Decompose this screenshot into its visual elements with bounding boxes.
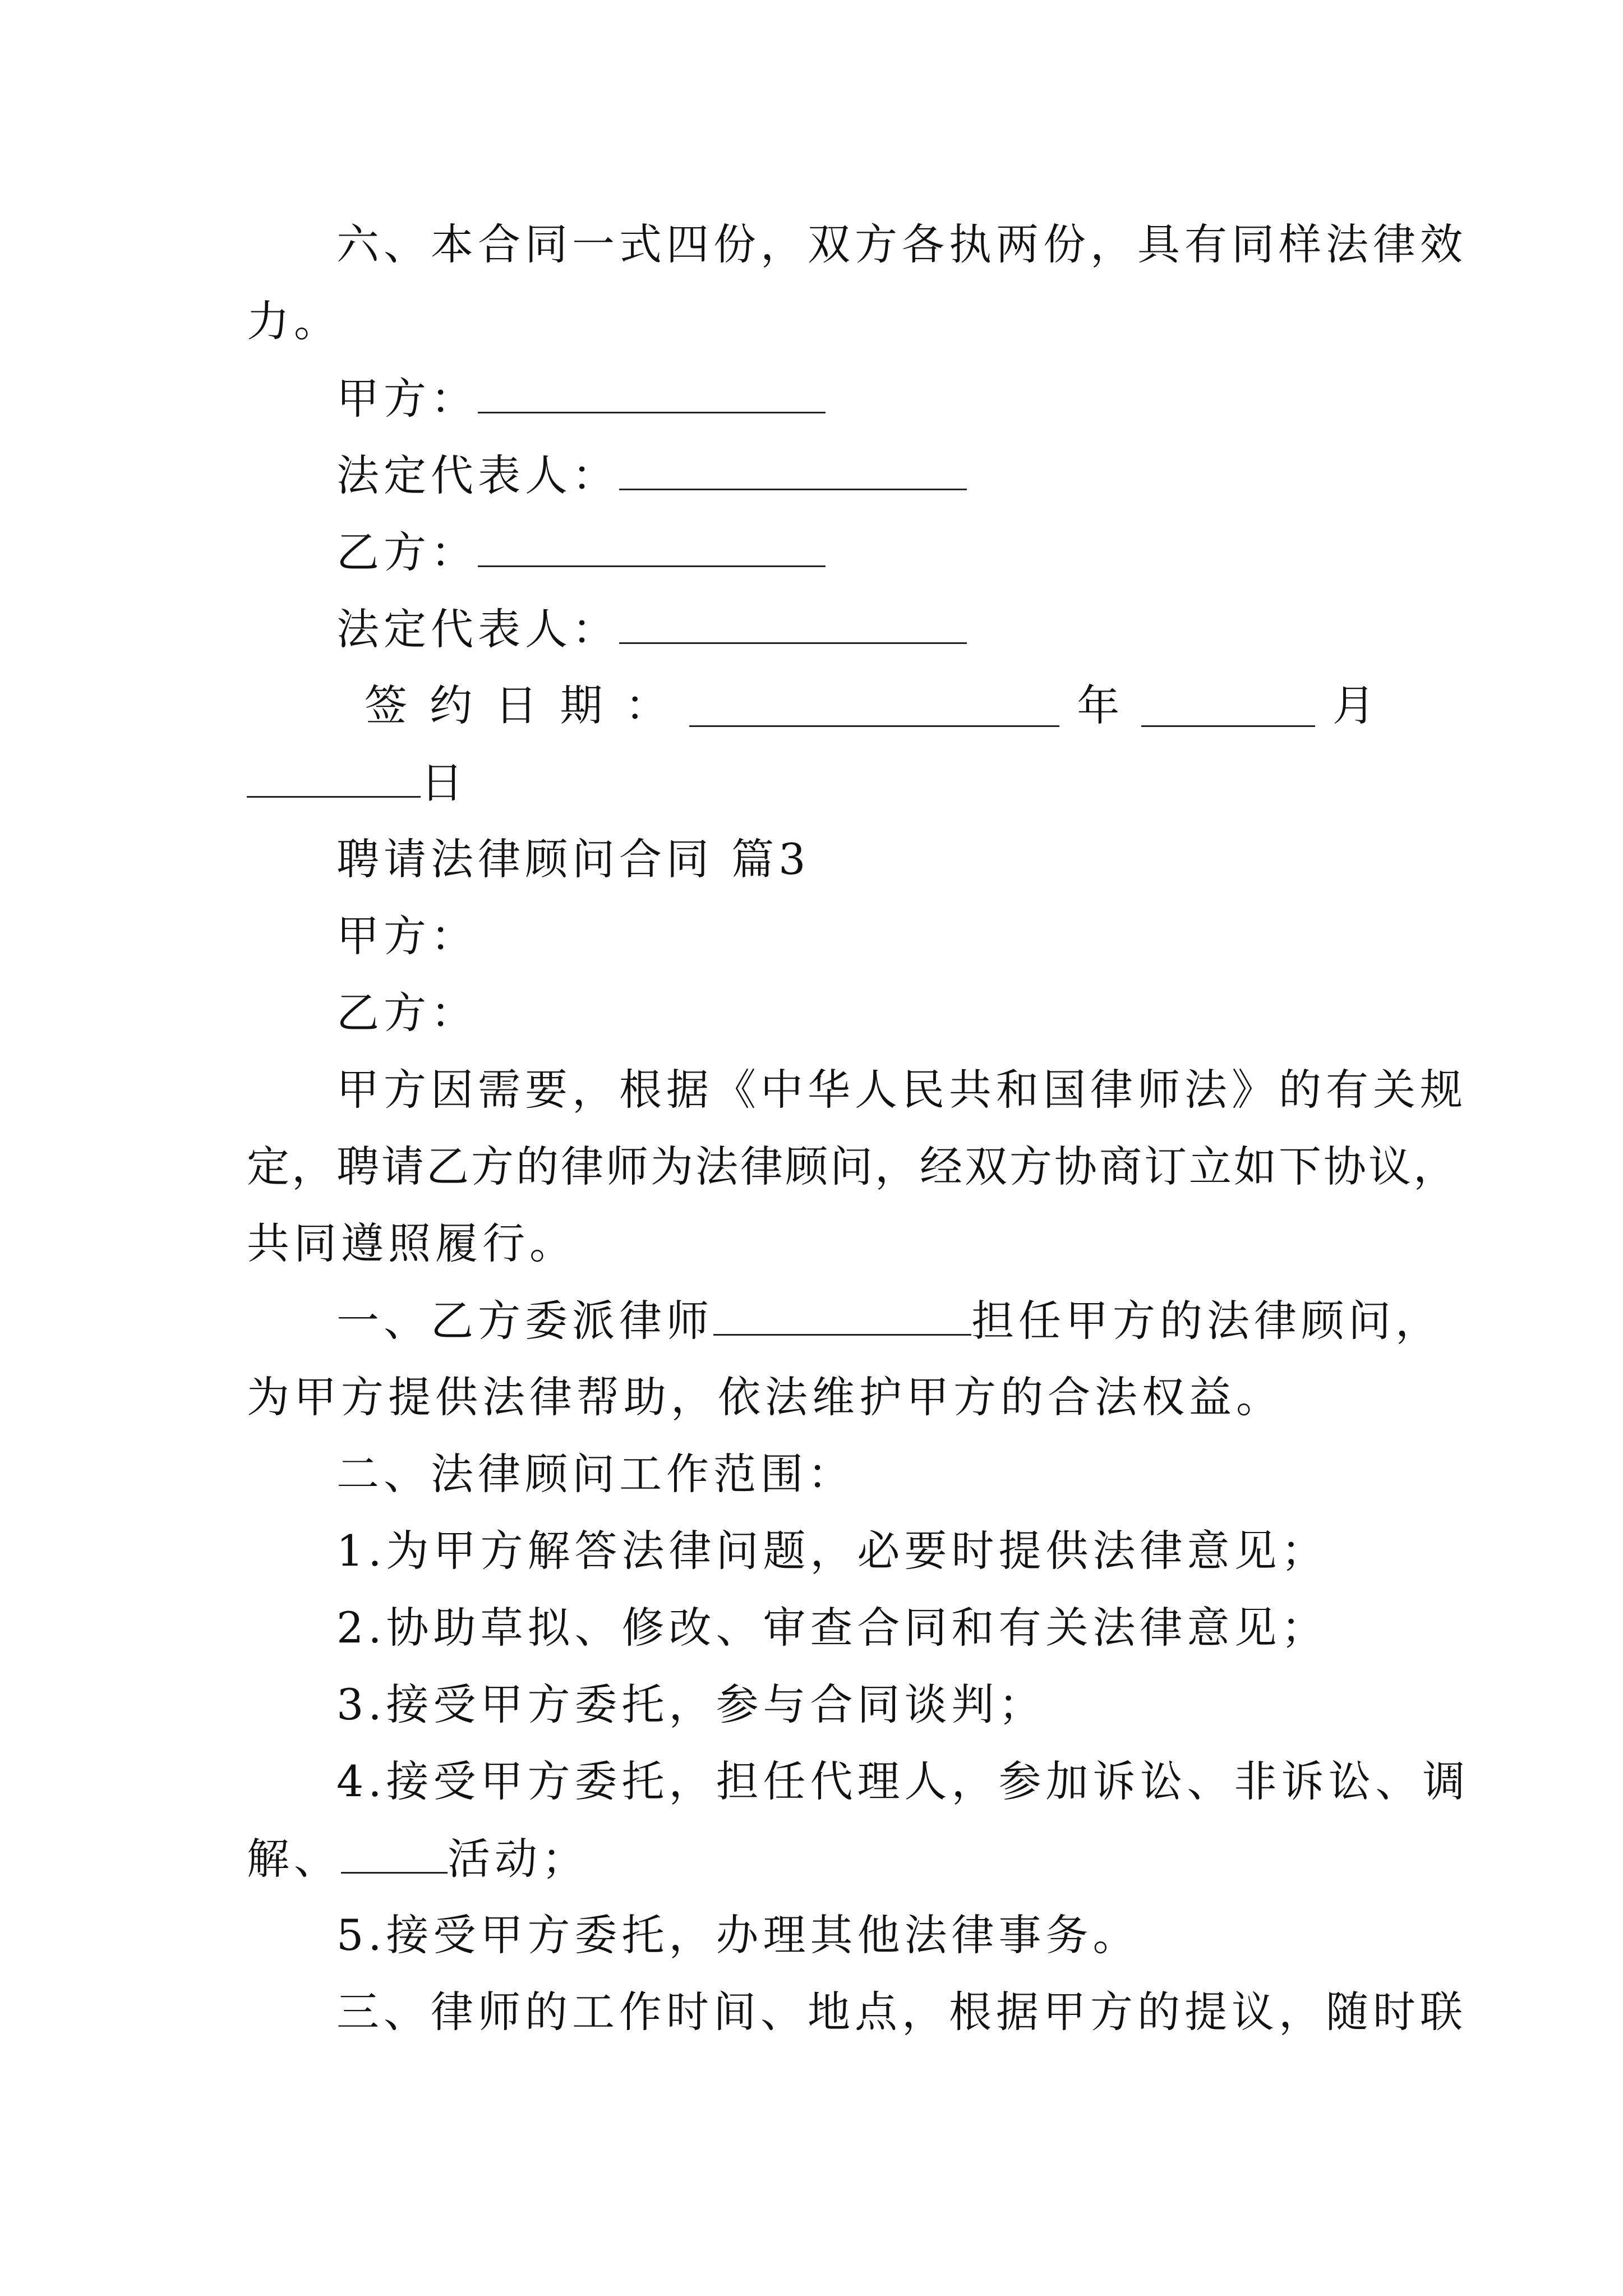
signature-party-b-blank (478, 531, 826, 567)
signature-rep-b-label: 法定代表人： (336, 604, 619, 654)
signature-party-b (336, 527, 1469, 577)
signature-party-a (336, 374, 1469, 424)
section-3-title: 聘请法律顾问合同 篇3 (336, 834, 810, 884)
signature-rep-b (336, 604, 1469, 654)
signing-date-month-blank (1141, 691, 1315, 727)
signature-party-a-label: 甲方： (336, 374, 478, 424)
section-3-item-2-5: 5.接受甲方委托，办理其他法律事务。 (336, 1910, 1140, 1960)
section-3-item-1-line-1 (336, 1296, 1442, 1346)
clause-6-line-2: 力。 (247, 296, 341, 346)
signing-date-label: 签 约 日 期 ： (365, 680, 672, 730)
section-3-item-2-4-line-2 (247, 1834, 1380, 1884)
section-3-party-a: 甲方： (336, 911, 478, 961)
section-3-intro-line-1: 甲方因需要，根据《中华人民共和国律师法》的有关规 (336, 1065, 1467, 1115)
section-3-item-2-4-blank (341, 1837, 448, 1874)
signature-rep-a-blank (619, 454, 967, 490)
signature-rep-a (336, 450, 1469, 500)
section-3-item-2-4-text-b: 活动； (448, 1834, 589, 1884)
signature-party-a-blank (478, 377, 826, 413)
section-3-item-2-3: 3.接受甲方委托，参与合同谈判； (336, 1680, 1046, 1729)
signature-rep-a-label: 法定代表人： (336, 450, 619, 500)
signature-rep-b-blank (619, 608, 967, 644)
section-3-item-3-line-1: 三、律师的工作时间、地点，根据甲方的提议，随时联 (336, 1987, 1467, 2037)
section-3-item-1-text-a: 一、乙方委派律师 (336, 1296, 713, 1346)
clause-6-line-1: 六、本合同一式四份，双方各执两份，具有同样法律效 (336, 219, 1467, 269)
section-3-item-2-4-line-1: 4.接受甲方委托，担任代理人，参加诉讼、非诉讼、调 (336, 1756, 1470, 1806)
section-3-item-1-text-b: 担任甲方的法律顾问， (971, 1296, 1442, 1346)
section-3-item-2-title: 二、法律顾问工作范围： (336, 1449, 855, 1499)
section-3-item-2-4-text-a: 解、 (247, 1834, 341, 1884)
signing-date-day-label: 日 (421, 758, 468, 808)
section-3-item-2-2: 2.协助草拟、修改、审查合同和有关法律意见； (336, 1603, 1329, 1653)
section-3-item-1-lawyer-blank (713, 1299, 971, 1336)
section-3-party-b: 乙方： (336, 988, 478, 1038)
signature-party-b-label: 乙方： (336, 527, 478, 577)
section-3-item-1-line-2: 为甲方提供法律帮助，依法维护甲方的合法权益。 (247, 1372, 1283, 1422)
signing-date-day-line (247, 758, 1380, 808)
signing-date-month-label: 月 (1332, 680, 1380, 730)
signing-date-year-blank (689, 691, 1059, 727)
signing-date-line (365, 680, 1380, 730)
section-3-intro-line-3: 共同遵照履行。 (247, 1218, 577, 1268)
section-3-intro-line-2: 定，聘请乙方的律师为法律顾问，经双方协商订立如下协议， (247, 1142, 1458, 1191)
signing-date-day-blank (247, 761, 421, 798)
section-3-item-2-1: 1.为甲方解答法律问题，必要时提供法律意见； (336, 1526, 1329, 1576)
signing-date-year-label: 年 (1077, 680, 1124, 730)
